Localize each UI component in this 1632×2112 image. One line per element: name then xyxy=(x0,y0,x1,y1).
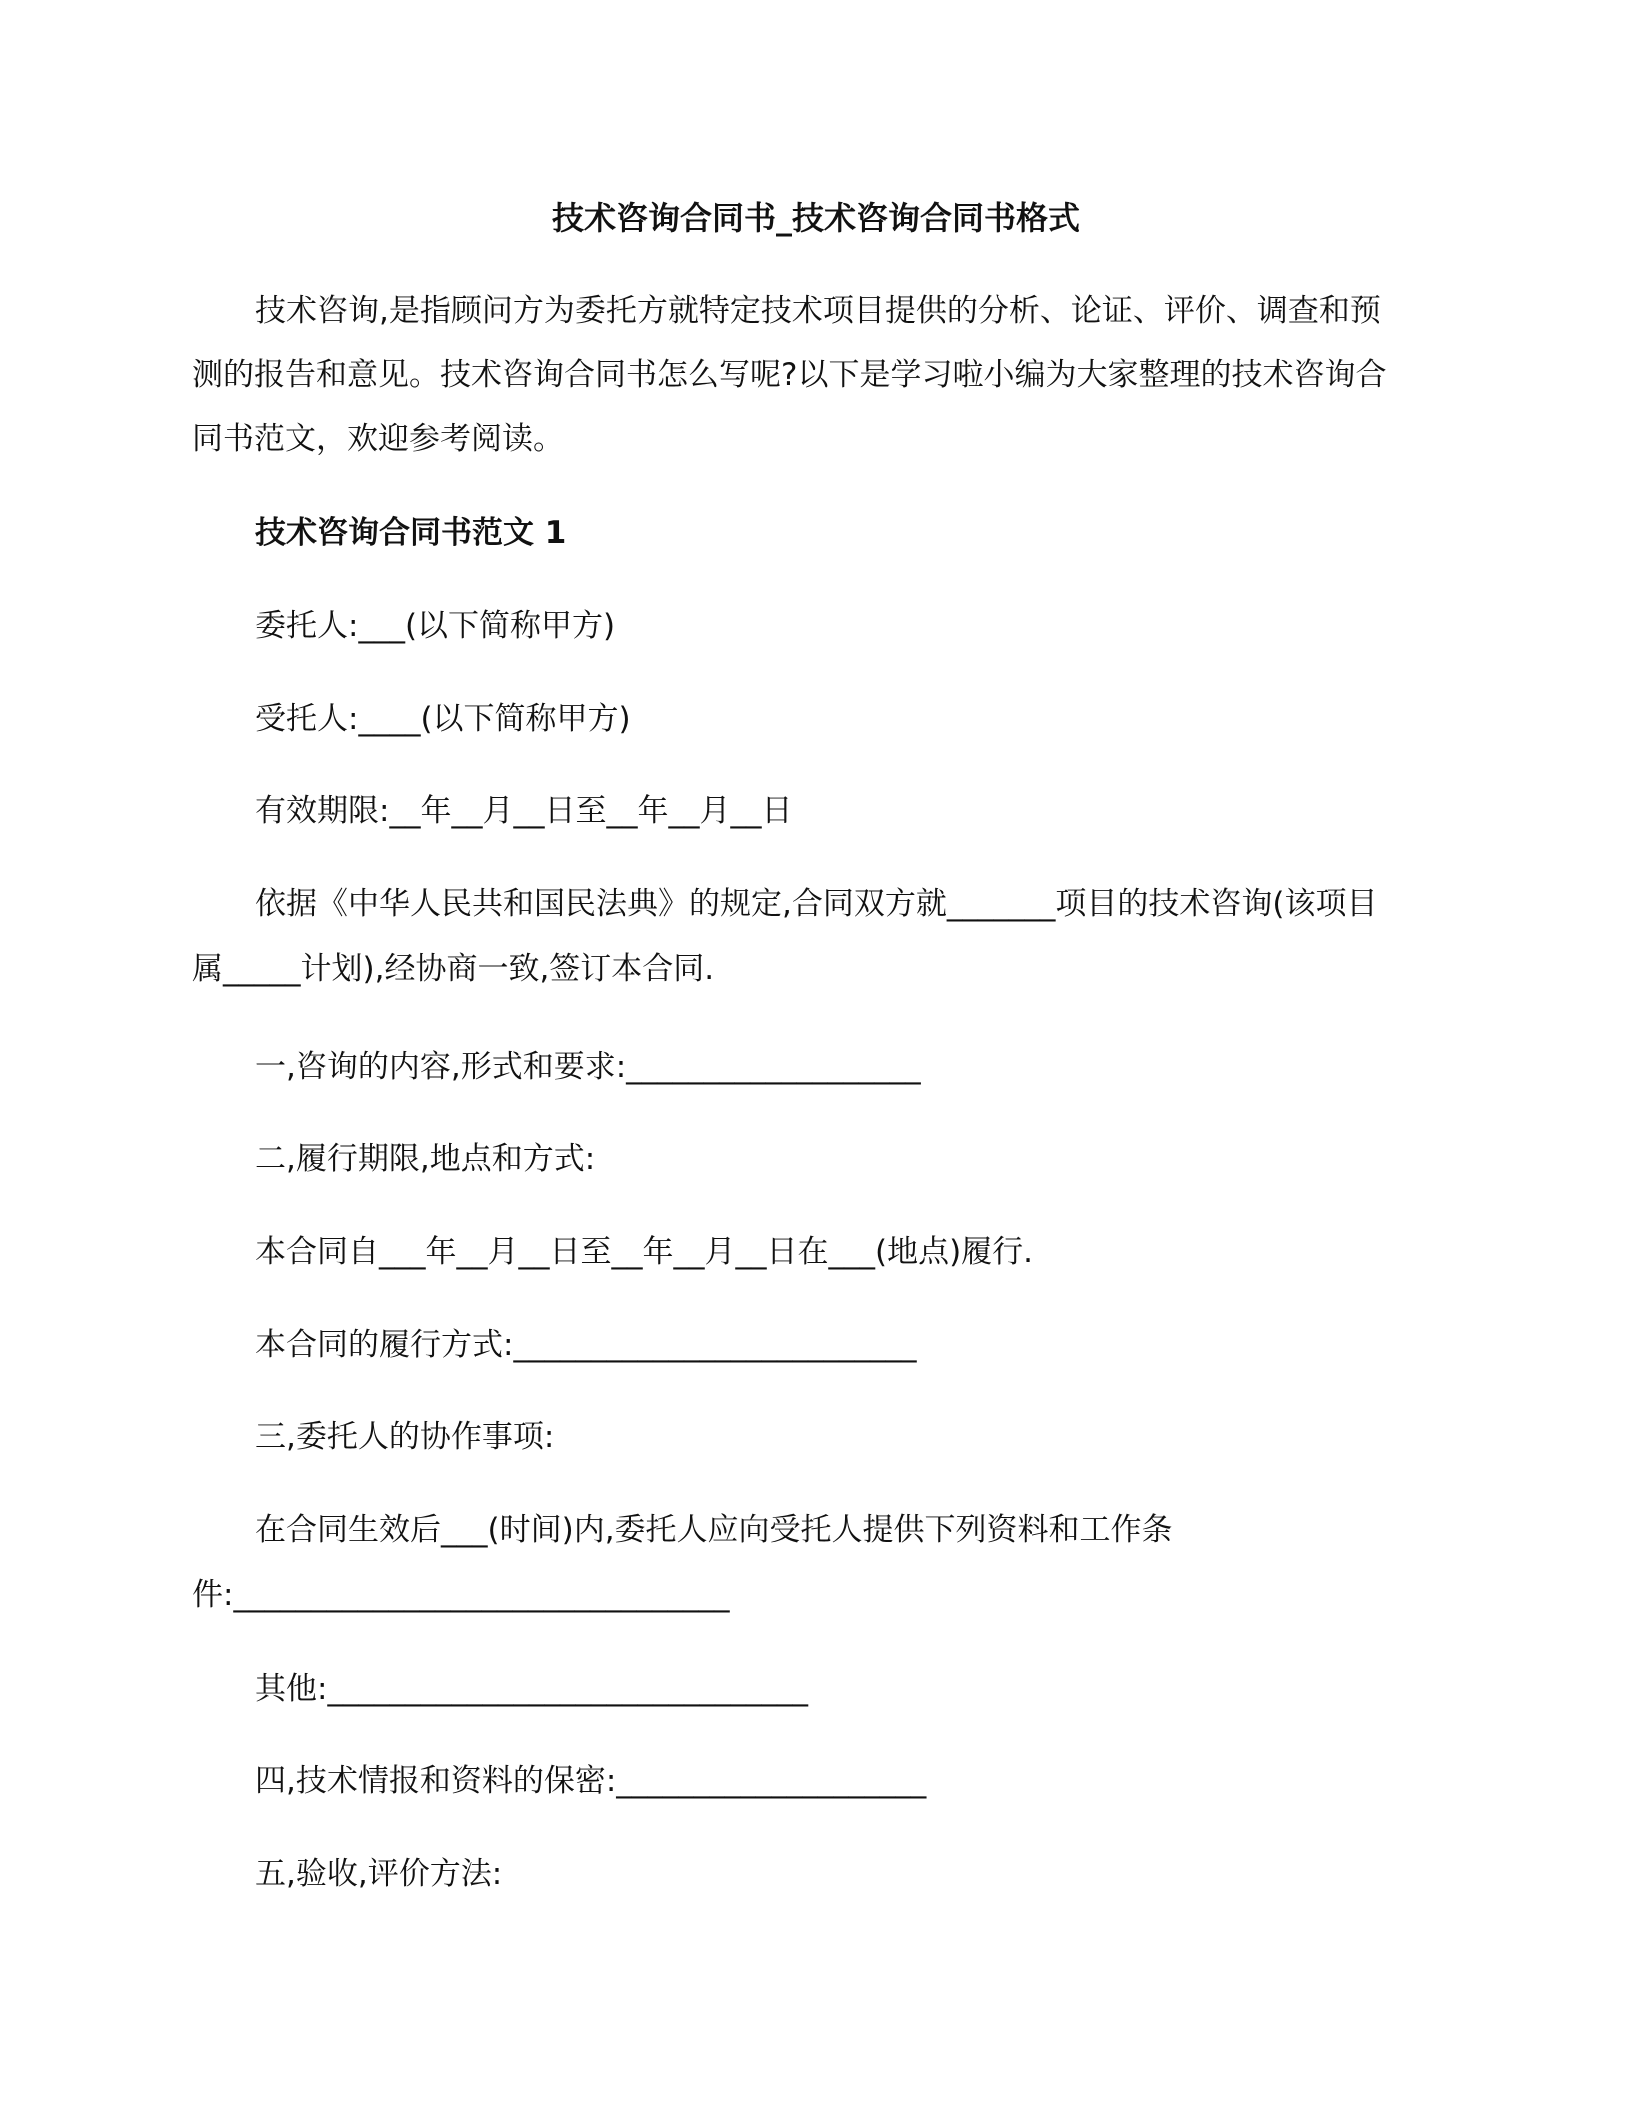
period-line: 本合同自___年__月__日至__年__月__日在___(地点)履行. xyxy=(255,1234,1034,1270)
cooperation-line-1: 在合同生效后___(时间)内,委托人应向受托人提供下列资料和工作条 xyxy=(255,1512,1173,1548)
other-line: 其他:_______________________________ xyxy=(255,1671,808,1707)
cooperation-line-2: 件:________________________________ xyxy=(192,1577,730,1613)
clause-3: 三,委托人的协作事项: xyxy=(255,1419,555,1455)
section-heading: 技术咨询合同书范文 1 xyxy=(255,515,567,551)
basis-line-2: 属_____计划),经协商一致,签订本合同. xyxy=(192,951,715,987)
intro-line-1: 技术咨询,是指顾问方为委托方就特定技术项目提供的分析、论证、评价、调查和预 xyxy=(255,293,1381,329)
intro-line-2: 测的报告和意见。技术咨询合同书怎么写呢?以下是学习啦小编为大家整理的技术咨询合 xyxy=(192,357,1387,393)
clause-1: 一,咨询的内容,形式和要求:___________________ xyxy=(255,1049,921,1085)
method-line: 本合同的履行方式:__________________________ xyxy=(255,1327,917,1363)
clause-4: 四,技术情报和资料的保密:____________________ xyxy=(255,1763,927,1799)
clause-2: 二,履行期限,地点和方式: xyxy=(255,1141,596,1177)
intro-line-3: 同书范文，欢迎参考阅读。 xyxy=(192,421,564,457)
client-line: 委托人:___(以下简称甲方) xyxy=(255,608,616,644)
clause-5: 五,验收,评价方法: xyxy=(255,1856,503,1892)
validity-line: 有效期限:__年__月__日至__年__月__日 xyxy=(255,793,793,829)
trustee-line: 受托人:____(以下简称甲方) xyxy=(255,701,631,737)
document-title: 技术咨询合同书_技术咨询合同书格式 xyxy=(551,199,1080,237)
basis-line-1: 依据《中华人民共和国民法典》的规定,合同双方就_______项目的技术咨询(该项目 xyxy=(255,886,1378,922)
